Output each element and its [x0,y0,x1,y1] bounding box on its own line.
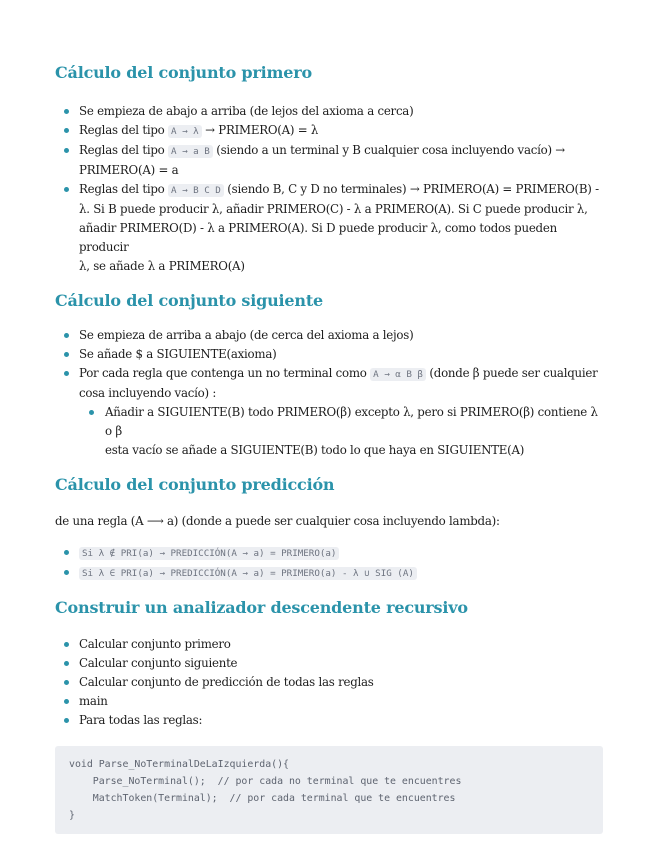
code-line: void Parse_NoTerminalDeLaIzquierda(){ [69,759,289,770]
list-item: Se añade $ a SIGUIENTE(axioma) [55,345,603,364]
list-analizador [55,635,603,730]
list-item: Reglas del tipo A → B C D (siendo B, C y D no terminales) → PRIMERO(A) = PRIMERO(B) - λ. Si B puede producir λ, añadir PRIMERO(C) - λ a PRIMERO(A). Si C puede producir λ, añadir PRIMERO(D) - λ a PRIMERO(A). Si D puede producir λ, como todos pueden producir λ, se añade λ a PRIMERO(A) [55,180,603,276]
list-primero [55,102,603,276]
document-page [55,62,603,834]
inline-code: A → λ [168,125,202,138]
list-item: Reglas del tipo A → λ → PRIMERO(A) = λ [55,121,603,141]
section-title-primero: Cálculo del conjunto primero [55,63,312,82]
section-title-siguiente: Cálculo del conjunto siguiente [55,291,323,310]
code-line: } [69,810,75,821]
list-item [55,543,603,563]
inline-code: A → a B [168,145,213,158]
list-item: Calcular conjunto primero [55,635,603,654]
prediccion-intro: de una regla (A ⟶ a) (donde a puede ser cualquier cosa incluyendo lambda): [55,514,500,528]
code-line: MatchToken(Terminal); // por cada terminal que te encuentres [69,793,456,804]
list-item: Se empieza de arriba a abajo (de cerca del axioma a lejos) [55,326,603,345]
list-item: Añadir a SIGUIENTE(B) todo PRIMERO(β) excepto λ, pero si PRIMERO(β) contiene λ o β esta vacío se añade a SIGUIENTE(B) todo lo que haya en SIGUIENTE(A) [79,403,603,460]
list-item: main [55,692,603,711]
list-item: Calcular conjunto de predicción de todas las reglas [55,673,603,692]
list-prediccion [55,543,603,583]
list-item: Para todas las reglas: [55,711,603,730]
list-item: Por cada regla que contenga un no terminal como A → α B β (donde β puede ser cualquier cosa incluyendo vacío) : Añadir a SIGUIENTE(B) todo PRIMERO(β) excepto λ, pero si PRIMERO(β) contiene λ o β esta vacío se añade a SIGUIENTE(B) todo lo que haya en SIGUIENTE(A) [55,364,603,460]
list-siguiente [55,326,603,460]
list-item: Reglas del tipo A → a B (siendo a un terminal y B cualquier cosa incluyendo vacío) → PRIMERO(A) = a [55,141,603,180]
inline-code: Si λ ∉ PRI(a) → PREDICCIÓN(A → a) = PRIMERO(a) [79,547,339,560]
list-item [55,563,603,583]
inline-code: A → B C D [168,184,224,197]
list-item: Se empieza de abajo a arriba (de lejos del axioma a cerca) [55,102,603,121]
section-title-analizador: Construir un analizador descendente recursivo [55,598,468,617]
inline-code: Si λ ∈ PRI(a) → PREDICCIÓN(A → a) = PRIMERO(a) - λ ∪ SIG (A) [79,567,417,580]
code-block [55,746,603,834]
section-title-prediccion: Cálculo del conjunto predicción [55,475,335,494]
code-line: Parse_NoTerminal(); // por cada no terminal que te encuentres [69,776,462,787]
sublist-siguiente [79,403,603,460]
inline-code: A → α B β [370,368,426,381]
list-item: Calcular conjunto siguiente [55,654,603,673]
